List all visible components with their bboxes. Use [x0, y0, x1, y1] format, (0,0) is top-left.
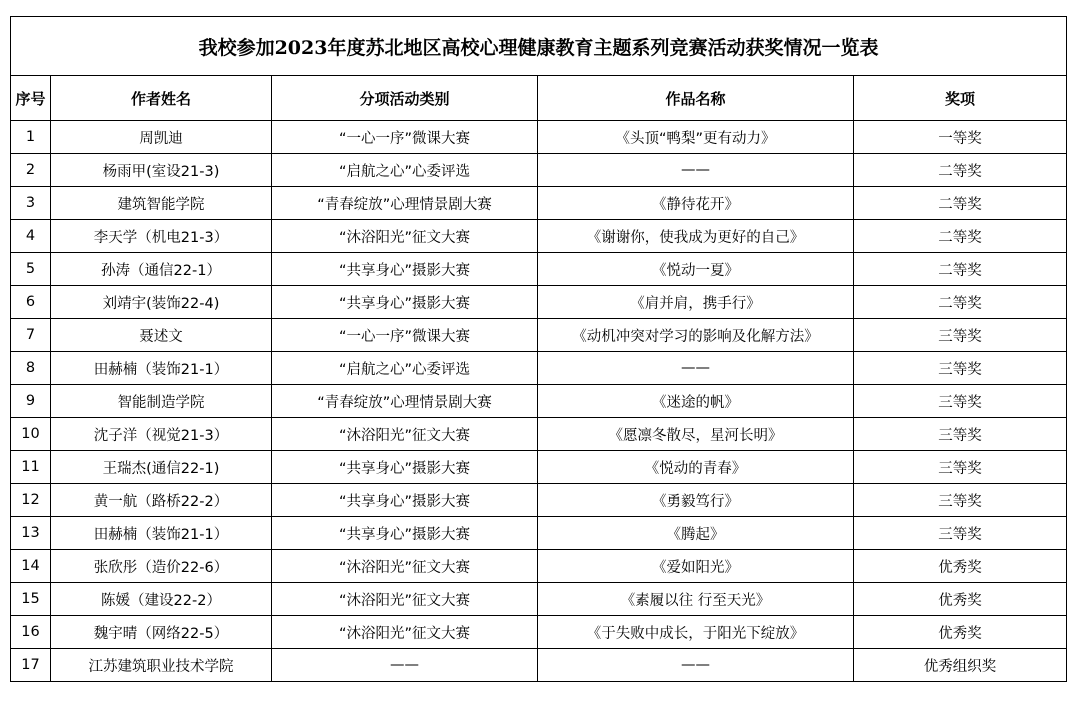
table-row [11, 286, 1067, 319]
cell-category: “沐浴阳光”征文大赛 [272, 220, 538, 253]
cell-author: 张欣彤（造价22-6） [51, 550, 272, 583]
cell-award: 三等奖 [854, 385, 1067, 418]
cell-serial: 9 [11, 385, 51, 418]
cell-award: 三等奖 [854, 319, 1067, 352]
cell-work-title: 《素履以往 行至天光》 [538, 583, 854, 616]
header-award: 奖项 [854, 76, 1067, 121]
cell-award: 二等奖 [854, 154, 1067, 187]
cell-work-title: 《爱如阳光》 [538, 550, 854, 583]
cell-serial: 13 [11, 517, 51, 550]
cell-work-title: 《悦动一夏》 [538, 253, 854, 286]
cell-author: 聂述文 [51, 319, 272, 352]
cell-author: 黄一航（路桥22-2） [51, 484, 272, 517]
cell-serial: 1 [11, 121, 51, 154]
cell-work-title: 《于失败中成长，于阳光下绽放》 [538, 616, 854, 649]
cell-author: 王瑞杰(通信22-1) [51, 451, 272, 484]
header-row [11, 76, 1067, 121]
table-row [11, 517, 1067, 550]
cell-work-title: —— [538, 154, 854, 187]
cell-serial: 11 [11, 451, 51, 484]
cell-category: “青春绽放”心理情景剧大赛 [272, 385, 538, 418]
cell-award: 三等奖 [854, 352, 1067, 385]
table-row [11, 616, 1067, 649]
cell-serial: 2 [11, 154, 51, 187]
cell-author: 建筑智能学院 [51, 187, 272, 220]
table-row [11, 550, 1067, 583]
cell-category: “一心一序”微课大赛 [272, 319, 538, 352]
table-row [11, 451, 1067, 484]
cell-award: 二等奖 [854, 286, 1067, 319]
header-serial: 序号 [11, 76, 51, 121]
cell-author: 田赫楠（装饰21-1） [51, 517, 272, 550]
cell-award: 优秀奖 [854, 616, 1067, 649]
cell-category: “共享身心”摄影大赛 [272, 253, 538, 286]
cell-work-title: —— [538, 352, 854, 385]
cell-award: 三等奖 [854, 418, 1067, 451]
cell-work-title: 《愿凛冬散尽，星河长明》 [538, 418, 854, 451]
table-row [11, 583, 1067, 616]
table-row [11, 253, 1067, 286]
cell-award: 优秀奖 [854, 583, 1067, 616]
cell-award: 三等奖 [854, 451, 1067, 484]
cell-author: 田赫楠（装饰21-1） [51, 352, 272, 385]
cell-author: 江苏建筑职业技术学院 [51, 649, 272, 682]
cell-author: 李天学（机电21-3） [51, 220, 272, 253]
cell-serial: 7 [11, 319, 51, 352]
table-row [11, 121, 1067, 154]
cell-award: 二等奖 [854, 253, 1067, 286]
cell-author: 魏宇晴（网络22-5） [51, 616, 272, 649]
cell-serial: 10 [11, 418, 51, 451]
award-sheet [10, 16, 1067, 682]
cell-work-title: 《肩并肩，携手行》 [538, 286, 854, 319]
cell-award: 一等奖 [854, 121, 1067, 154]
cell-author: 周凯迪 [51, 121, 272, 154]
cell-serial: 6 [11, 286, 51, 319]
cell-category: “青春绽放”心理情景剧大赛 [272, 187, 538, 220]
table-row [11, 154, 1067, 187]
cell-serial: 12 [11, 484, 51, 517]
cell-category: “沐浴阳光”征文大赛 [272, 418, 538, 451]
cell-work-title: 《腾起》 [538, 517, 854, 550]
cell-category: “沐浴阳光”征文大赛 [272, 550, 538, 583]
cell-author: 智能制造学院 [51, 385, 272, 418]
cell-award: 二等奖 [854, 187, 1067, 220]
cell-serial: 8 [11, 352, 51, 385]
cell-category: “一心一序”微课大赛 [272, 121, 538, 154]
cell-work-title: —— [538, 649, 854, 682]
cell-author: 陈媛（建设22-2） [51, 583, 272, 616]
header-author: 作者姓名 [51, 76, 272, 121]
cell-category: —— [272, 649, 538, 682]
table-row [11, 187, 1067, 220]
table-row [11, 352, 1067, 385]
cell-author: 杨雨甲(室设21-3) [51, 154, 272, 187]
cell-serial: 5 [11, 253, 51, 286]
cell-author: 孙涛（通信22-1） [51, 253, 272, 286]
cell-category: “启航之心”心委评选 [272, 352, 538, 385]
cell-category: “沐浴阳光”征文大赛 [272, 616, 538, 649]
cell-category: “沐浴阳光”征文大赛 [272, 583, 538, 616]
cell-award: 二等奖 [854, 220, 1067, 253]
cell-serial: 3 [11, 187, 51, 220]
table-row [11, 385, 1067, 418]
cell-category: “共享身心”摄影大赛 [272, 517, 538, 550]
cell-award: 三等奖 [854, 517, 1067, 550]
cell-author: 刘靖宇(装饰22-4) [51, 286, 272, 319]
cell-author: 沈子洋（视觉21-3） [51, 418, 272, 451]
cell-work-title: 《悦动的青春》 [538, 451, 854, 484]
cell-serial: 15 [11, 583, 51, 616]
cell-award: 优秀组织奖 [854, 649, 1067, 682]
table-row [11, 319, 1067, 352]
table-row [11, 649, 1067, 682]
header-work-title: 作品名称 [538, 76, 854, 121]
cell-serial: 17 [11, 649, 51, 682]
cell-work-title: 《静待花开》 [538, 187, 854, 220]
cell-work-title: 《头顶“鸭梨”更有动力》 [538, 121, 854, 154]
cell-serial: 4 [11, 220, 51, 253]
cell-serial: 16 [11, 616, 51, 649]
award-table [10, 16, 1067, 682]
table-row [11, 220, 1067, 253]
cell-work-title: 《迷途的帆》 [538, 385, 854, 418]
cell-work-title: 《谢谢你，使我成为更好的自己》 [538, 220, 854, 253]
cell-category: “共享身心”摄影大赛 [272, 484, 538, 517]
cell-work-title: 《动机冲突对学习的影响及化解方法》 [538, 319, 854, 352]
cell-award: 优秀奖 [854, 550, 1067, 583]
cell-category: “启航之心”心委评选 [272, 154, 538, 187]
cell-category: “共享身心”摄影大赛 [272, 286, 538, 319]
cell-work-title: 《勇毅笃行》 [538, 484, 854, 517]
cell-serial: 14 [11, 550, 51, 583]
table-row [11, 418, 1067, 451]
table-row [11, 484, 1067, 517]
header-category: 分项活动类别 [272, 76, 538, 121]
table-title: 我校参加2023年度苏北地区高校心理健康教育主题系列竞赛活动获奖情况一览表 [11, 17, 1067, 76]
title-row [11, 17, 1067, 76]
cell-category: “共享身心”摄影大赛 [272, 451, 538, 484]
cell-award: 三等奖 [854, 484, 1067, 517]
